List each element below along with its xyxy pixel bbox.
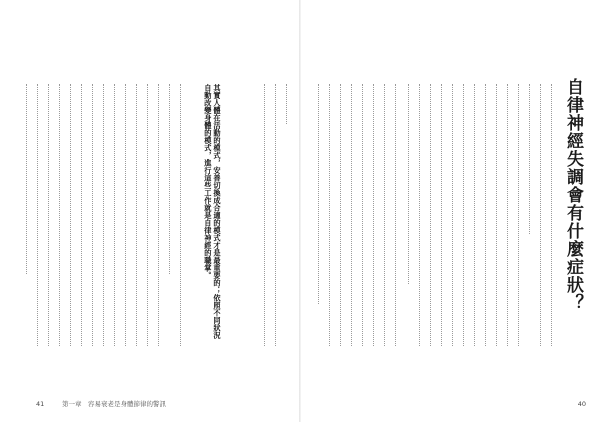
page-number-right: 40 [577, 400, 586, 408]
right-body-text-lower [307, 84, 397, 346]
left-page [0, 0, 299, 422]
page-number-left: 41 [36, 400, 45, 408]
running-footer: 第一章 容易衰老是身體節律的警訊 [62, 400, 166, 408]
chapter-heading: 自律神經失調會有什麼症狀？ [563, 78, 583, 312]
book-gutter [299, 0, 301, 422]
right-body-text [401, 84, 551, 346]
left-body-text [16, 84, 182, 346]
right-page [301, 0, 600, 422]
highlight-text: 其實人體在活動的模式，安善切換成合適的模式才是最重要的；依照不同狀況自動改變身體的模式，進行這些工作就是自律神經的職掌。 [203, 84, 222, 339]
left-body-text-start [220, 84, 288, 346]
